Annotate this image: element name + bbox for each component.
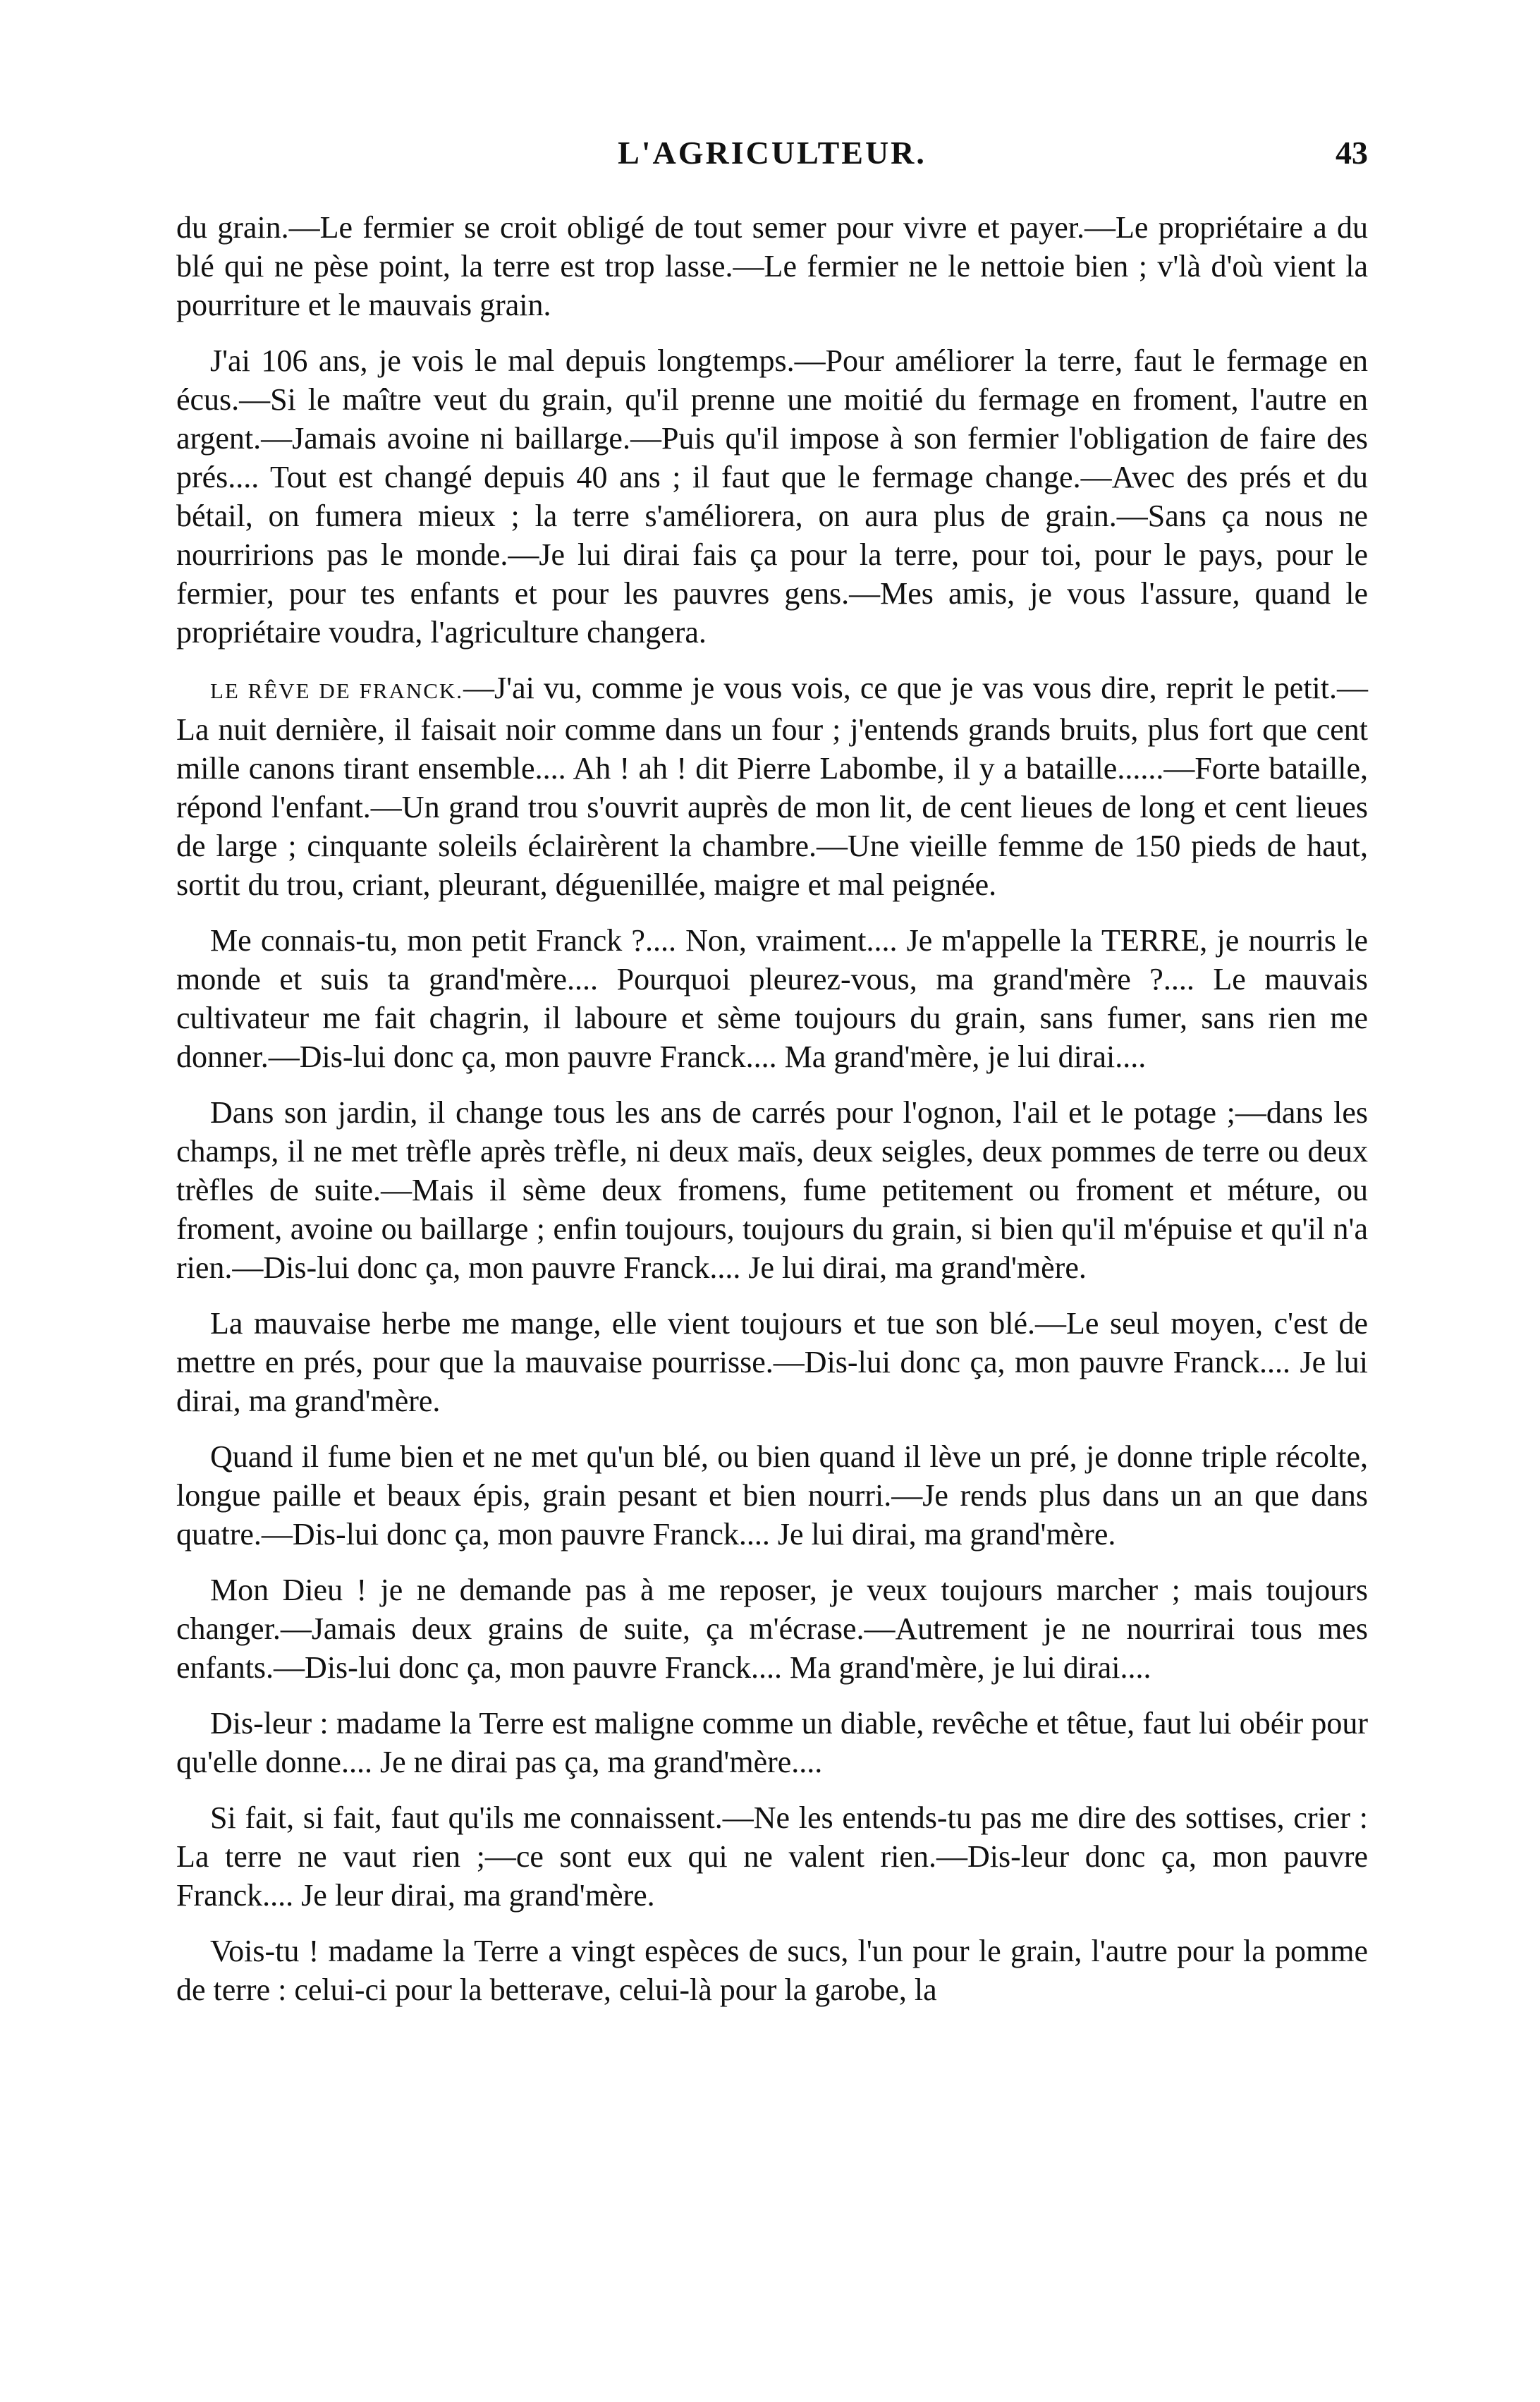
- paragraph-1: du grain.—Le fermier se croit obligé de tout semer pour vivre et payer.—Le propriétaire a du blé qui ne pèse point, la terre est trop lasse.—Le fermier ne le nettoie bien ; v'là d'où vient la pourriture et le mauvais grain.: [176, 210, 1368, 322]
- running-title: L'AGRICULTEUR.: [618, 135, 927, 171]
- paragraph-11: Vois-tu ! madame la Terre a vingt espèces de sucs, l'un pour le grain, l'autre pour la pomme de terre : celui-ci pour la betterave, celui-là pour la garobe, la: [176, 1934, 1368, 2007]
- page-number: 43: [1336, 135, 1368, 171]
- paragraph-8: Mon Dieu ! je ne demande pas à me reposer, je veux toujours marcher ; mais toujours changer.—Jamais deux grains de suite, ça m'écrase.—Autrement je ne nourrirai tous mes enfants.—Dis-lui donc ça, mon pauvre Franck.... Ma grand'mère, je lui dirai....: [176, 1573, 1368, 1685]
- paragraph-6: La mauvaise herbe me mange, elle vient toujours et tue son blé.—Le seul moyen, c'est de mettre en prés, pour que la mauvaise pourrisse.—Dis-lui donc ça, mon pauvre Franck.... Je lui dirai, ma grand'mère.: [176, 1306, 1368, 1418]
- page-header: [176, 134, 1368, 190]
- paragraph-7: Quand il fume bien et ne met qu'un blé, ou bien quand il lève un pré, je donne triple récolte, longue paille et beaux épis, grain pesant et bien nourri.—Je rends plus dans un an que dans quatre.—Dis-lui donc ça, mon pauvre Franck.... Je lui dirai, ma grand'mère.: [176, 1439, 1368, 1551]
- paragraph-3: LE RÊVE DE FRANCK.—J'ai vu, comme je vous vois, ce que je vas vous dire, reprit le petit.—La nuit dernière, il faisait noir comme dans un four ; j'entends grands bruits, plus fort que cent mille canons tirant ensemble.... Ah ! ah ! dit Pierre Labombe, il y a bataille......—Forte bataille, répond l'enfant.—Un grand trou s'ouvrit auprès de mon lit, de cent lieues de long et cent lieues de large ; cinquante soleils éclairèrent la chambre.—Une vieille femme de 150 pieds de haut, sortit du trou, criant, pleurant, déguenillée, maigre et mal peignée.: [176, 671, 1368, 902]
- paragraph-9: Dis-leur : madame la Terre est maligne comme un diable, revêche et têtue, faut lui obéir pour qu'elle donne.... Je ne dirai pas ça, ma grand'mère....: [176, 1706, 1368, 1779]
- paragraph-5: Dans son jardin, il change tous les ans de carrés pour l'ognon, l'ail et le potage ;—dans les champs, il ne met trèfle après trèfle, ni deux maïs, deux seigles, deux pommes de terre ou deux trèfles de suite.—Mais il sème deux fromens, fume petitement ou froment et méture, ou froment, avoine ou baillarge ; enfin toujours, toujours du grain, si bien qu'il m'épuise et qu'il n'a rien.—Dis-lui donc ça, mon pauvre Franck.... Je lui dirai, ma grand'mère.: [176, 1095, 1368, 1285]
- paragraph-10: Si fait, si fait, faut qu'ils me connaissent.—Ne les entends-tu pas me dire des sottises, crier : La terre ne vaut rien ;—ce sont eux qui ne valent rien.—Dis-leur donc ça, mon pauvre Franck.... Je leur dirai, ma grand'mère.: [176, 1800, 1368, 1913]
- paragraph-3-text: J'ai vu, comme je vous vois, ce que je vas vous dire, reprit le petit.—La nuit dernière, il faisait noir comme dans un four ; j'entends grands bruits, plus fort que cent mille canons tirant ensemble.... Ah ! ah ! dit Pierre Labombe, il y a bataille......—Forte bataille, répond l'enfant.—Un grand trou s'ouvrit auprès de mon lit, de cent lieues de long et cent lieues de large ; cinquante soleils éclairèrent la chambre.—Une vieille femme de 150 pieds de haut, sortit du trou, criant, pleurant, déguenillée, maigre et mal peignée.: [176, 671, 1368, 902]
- section-heading: LE RÊVE DE FRANCK.: [210, 678, 464, 703]
- paragraph-2: J'ai 106 ans, je vois le mal depuis longtemps.—Pour améliorer la terre, faut le fermage en écus.—Si le maître veut du grain, qu'il prenne une moitié du fermage en froment, l'autre en argent.—Jamais avoine ni baillarge.—Puis qu'il impose à son fermier l'obligation de faire des prés.... Tout est changé depuis 40 ans ; il faut que le fermage change.—Avec des prés et du bétail, on fumera mieux ; la terre s'améliorera, on aura plus de grain.—Sans ça nous ne nourririons pas le monde.—Je lui dirai fais ça pour la terre, pour toi, pour le pays, pour le fermier, pour tes enfants et pour les pauvres gens.—Mes amis, je vous l'assure, quand le propriétaire voudra, l'agriculture changera.: [176, 343, 1368, 650]
- paragraph-4: Me connais-tu, mon petit Franck ?.... Non, vraiment.... Je m'appelle la TERRE, je nourris le monde et suis ta grand'mère.... Pourquoi pleurez-vous, ma grand'mère ?.... Le mauvais cultivateur me fait chagrin, il laboure et sème toujours du grain, sans fumer, sans rien me donner.—Dis-lui donc ça, mon pauvre Franck.... Ma grand'mère, je lui dirai....: [176, 923, 1368, 1074]
- body-text: [176, 208, 1368, 2026]
